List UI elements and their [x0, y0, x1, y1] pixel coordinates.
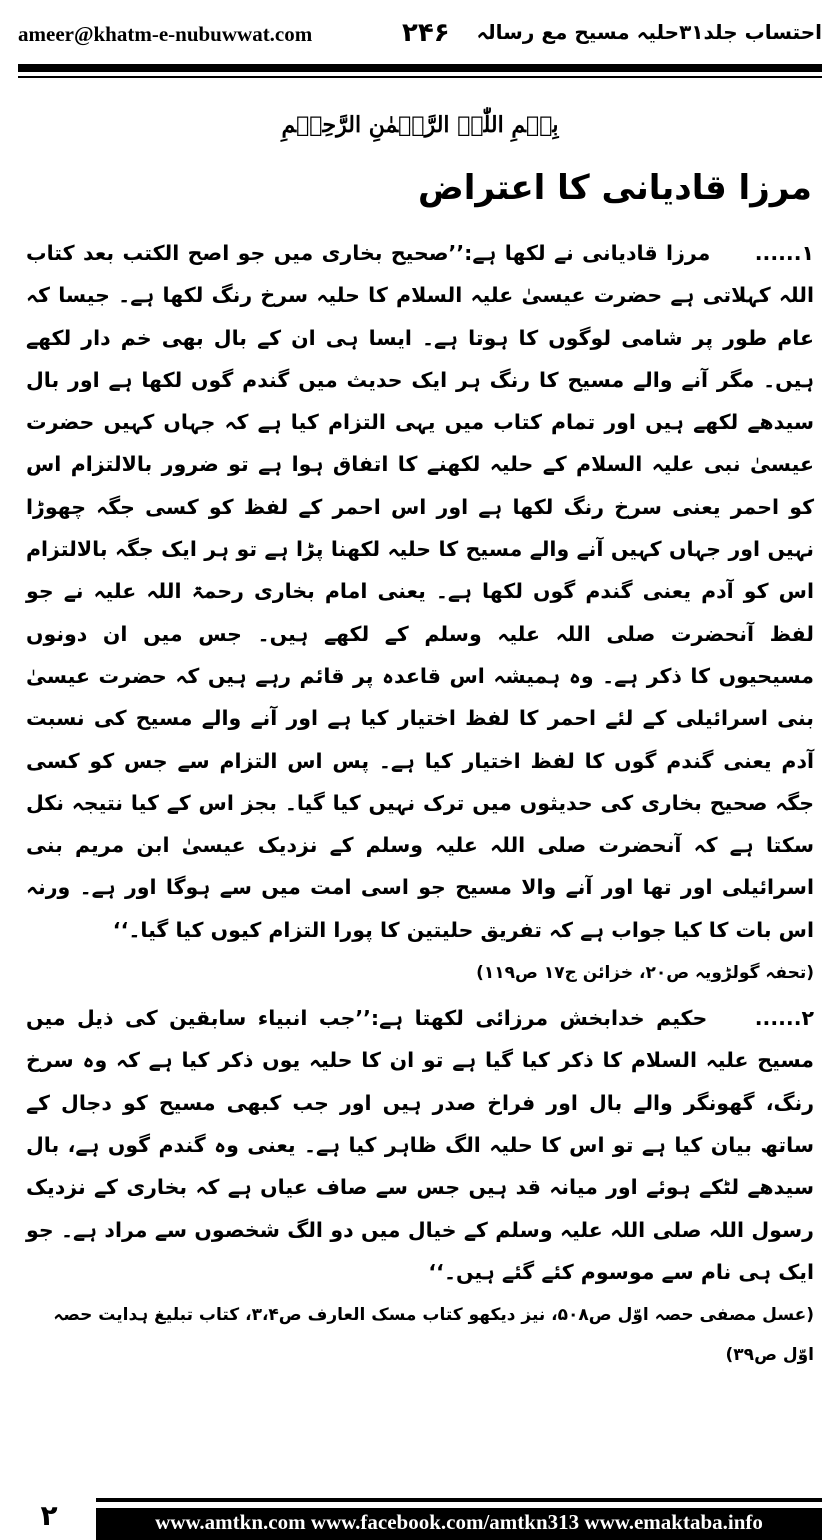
- section-heading: مرزا قادیانی کا اعتراض: [418, 168, 812, 208]
- bismillah: بِسۡمِ اللّٰہِ الرَّحۡمٰنِ الرَّحِیۡمِ: [281, 112, 559, 138]
- paragraph-1: [26, 232, 814, 951]
- header-rule-thin: [18, 76, 822, 78]
- paragraph-2-number: ۲......: [754, 1006, 815, 1031]
- footer-links[interactable]: www.amtkn.com www.facebook.com/amtkn313 www.emaktaba.info: [155, 1510, 763, 1534]
- header-rule-thick: [18, 64, 822, 72]
- header-book-title: احتساب جلد۳۱حلیہ مسیح مع رسالہ: [476, 20, 822, 44]
- paragraph-1-text: مرزا قادیانی نے لکھا ہے:’’صحیح بخاری میں جو اصح الکتب بعد کتاب اللہ کہلاتی ہے حضرت عیسیٰ علیہ السلام کا حلیہ سرخ رنگ لکھا ہے۔ جیسا کہ عام طور پر شامی لوگوں کا ہوتا ہے۔ ایسا ہی ان کے بال بھی خم دار لکھے ہیں۔ مگر آنے والے مسیح کا رنگ ہر ایک حدیث میں گندم گوں لکھا ہے اور بال سیدھے لکھے ہیں اور تمام کتاب میں یہی التزام کیا ہے کہ جہاں کہیں حضرت عیسیٰ نبی علیہ السلام کے حلیہ لکھنے کا اتفاق ہوا ہے تو ضرور بالالتزام اس کو احمر یعنی سرخ رنگ لکھا ہے اور اس احمر کے لفظ کو کسی جگہ چھوڑا نہیں اور جہاں کہیں آنے والے مسیح کا حلیہ لکھنا پڑا ہے تو ہر ایک جگہ بالالتزام اس کو آدم یعنی گندم گوں لکھا ہے۔ یعنی امام بخاری رحمۃ اللہ علیہ نے جو لفظ آنحضرت صلی اللہ علیہ وسلم کے لکھے ہیں۔ جس میں ان دونوں مسیحیوں کا ذکر ہے۔ وہ ہمیشہ اس قاعدہ پر قائم رہے ہیں کہ حضرت عیسیٰ بنی اسرائیلی کے لئے احمر کا لفظ اختیار کیا ہے اور آنے والے مسیح کی نسبت آدم یعنی گندم گوں کا لفظ اختیار کیا ہے۔ پس اس التزام سے جس کو کسی جگہ صحیح بخاری کی حدیثوں میں ترک نہیں کیا گیا۔ بجز اس کے کیا نتیجہ نکل سکتا ہے کہ آنحضرت صلی اللہ علیہ وسلم کے نزدیک عیسیٰ ابن مریم بنی اسرائیلی اور تھا اور آنے والا مسیح جو اسی امت میں سے ہوگا اور ہے۔ ورنہ اس بات کا کیا جواب ہے کہ تفریق حلیتین کا پورا التزام کیوں کیا گیا۔‘‘: [26, 241, 814, 942]
- citation-2: (عسل مصفی حصہ اوّل ص۵۰۸، نیز دیکھو کتاب مسک العارف ص۳،۴، کتاب تبلیغ ہدایت حصہ اوّل ص۳۹): [53, 1305, 814, 1366]
- citation-1: (تحفہ گولڑویہ ص۲۰، خزائن ج۱۷ ص۱۱۹): [476, 963, 814, 984]
- footer-rule: [96, 1498, 822, 1502]
- footer-bar: [96, 1508, 822, 1540]
- page-body: [26, 232, 814, 1379]
- page-header: [18, 18, 822, 60]
- footer-page-number: ۲: [18, 1496, 80, 1540]
- header-page-number: ۲۴۶: [402, 18, 450, 48]
- paragraph-2-text: حکیم خدابخش مرزائی لکھتا ہے:’’جب انبیاء سابقین کی ذیل میں مسیح علیہ السلام کا ذکر کیا گیا ہے تو ان کا حلیہ یوں ذکر کیا ہے کہ وہ سرخ رنگ، گھونگر والے بال اور فراخ صدر ہیں اور جب کبھی مسیح کو دجال کے ساتھ بیان کیا ہے تو اس کا حلیہ الگ ظاہر کیا ہے۔ یعنی وہ گندم گوں ہے، بال سیدھے لٹکے ہوئے اور میانہ قد ہیں جس سے صاف عیاں ہے کہ بخاری کے نزدیک رسول اللہ صلی اللہ علیہ وسلم کے خیال میں دو الگ شخصوں سے مراد ہے۔ جو ایک ہی نام سے موسوم کئے گئے ہیں۔‘‘: [26, 1006, 814, 1284]
- paragraph-2: [26, 997, 814, 1293]
- header-email: ameer@khatm-e-nubuwwat.com: [18, 22, 313, 46]
- paragraph-1-number: ۱......: [754, 241, 814, 265]
